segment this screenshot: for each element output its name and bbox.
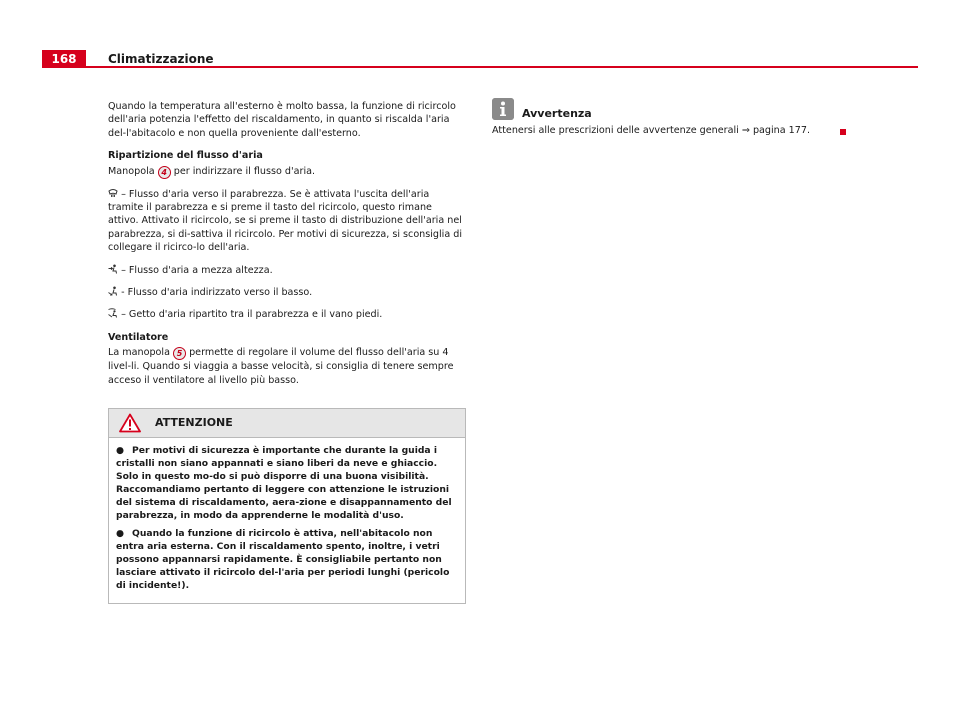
footwell-paragraph xyxy=(108,286,464,299)
bullet: ● xyxy=(116,445,125,456)
bullet: ● xyxy=(116,528,125,539)
windscreen-text: – Flusso d'aria verso il parabrezza. Se è attivata l'uscita dell'aria tramite il parabrezza e si preme il tasto del ricircolo, questo rimane attivo. Attivato il ricircolo, se si preme il tasto di distribuzione dell'aria nel parabrezza, si di-sattiva il ricircolo. Per motivi di sicurezza, si sconsiglia di collegare il ricirco-lo dell'aria. xyxy=(108,188,463,254)
end-of-section-marker xyxy=(840,129,846,135)
knob4-prefix: Manopola xyxy=(108,165,155,177)
note-title: Avvertenza xyxy=(522,107,592,120)
mid-height-paragraph xyxy=(108,264,464,277)
header-rule xyxy=(86,66,918,68)
warning-header xyxy=(109,409,465,438)
warning-item-text: Per motivi di sicurezza è importante che durante la guida i cristalli non siano appannati e siano liberi da neve e ghiaccio. Solo in questo mo-do si può disporre di una buona visibilità. Raccomandiamo pertanto di leggere con attenzione le istruzioni del sistema di riscaldamento, aera-zione e disappannamento del parabrezza, in modo da apprenderne le modalità d'uso. xyxy=(116,445,452,521)
right-column xyxy=(492,98,842,146)
mid-height-text: – Flusso d'aria a mezza altezza. xyxy=(121,264,273,276)
knob5-reference: 5 xyxy=(173,347,186,360)
warning-item-text: Quando la funzione di ricircolo è attiva, nell'abitacolo non entra aria esterna. Con il riscaldamento spento, inoltre, i vetri possono appannarsi rapidamente. È consigliabile pertanto non lasciare attivato il ricircolo del-l'aria per periodi lunghi (pericolo di incidente!). xyxy=(116,528,450,591)
warning-title: ATTENZIONE xyxy=(155,416,233,429)
knob5-prefix: La manopola xyxy=(108,347,170,359)
info-icon xyxy=(492,98,514,120)
split-text: – Getto d'aria ripartito tra il parabrezza e il vano piedi. xyxy=(121,309,383,321)
windscreen-paragraph xyxy=(108,188,464,255)
windscreen-footwell-airflow-icon xyxy=(108,308,118,318)
knob5-suffix: permette di regolare il volume del flusso dell'aria su 4 livel-li. Quando si viaggia a basse velocità, si consiglia di tenere sempre acceso il ventilatore al livello più basso. xyxy=(108,347,454,386)
fan-heading: Ventilatore xyxy=(108,331,169,343)
knob4-paragraph xyxy=(108,165,464,179)
warning-box xyxy=(108,408,466,604)
windscreen-airflow-icon xyxy=(108,188,118,198)
warning-item xyxy=(116,527,458,592)
mid-height-airflow-icon xyxy=(108,264,118,274)
warning-body xyxy=(109,438,465,603)
page-number: 168 xyxy=(42,50,86,68)
footwell-text: - Flusso d'aria indirizzato verso il basso. xyxy=(121,287,313,299)
warning-item xyxy=(116,444,458,522)
left-column xyxy=(108,100,464,396)
intro-paragraph: Quando la temperatura all'esterno è molto bassa, la funzione di ricircolo dell'aria potenzia l'effetto del riscaldamento, in quanto si riscalda l'aria del-l'abitacolo e non quella proveniente dall'esterno. xyxy=(108,101,456,139)
note-header xyxy=(492,98,842,124)
knob4-reference: 4 xyxy=(158,166,171,179)
page-title: Climatizzazione xyxy=(108,52,214,66)
note-text: Attenersi alle prescrizioni delle avvertenze generali ⇒ pagina 177. xyxy=(492,125,811,136)
distribution-heading: Ripartizione del flusso d'aria xyxy=(108,150,263,162)
footwell-airflow-icon xyxy=(108,286,118,296)
knob5-paragraph xyxy=(108,346,464,387)
warning-triangle-icon xyxy=(119,413,141,433)
split-paragraph xyxy=(108,308,464,321)
knob4-suffix: per indirizzare il flusso d'aria. xyxy=(173,165,316,177)
